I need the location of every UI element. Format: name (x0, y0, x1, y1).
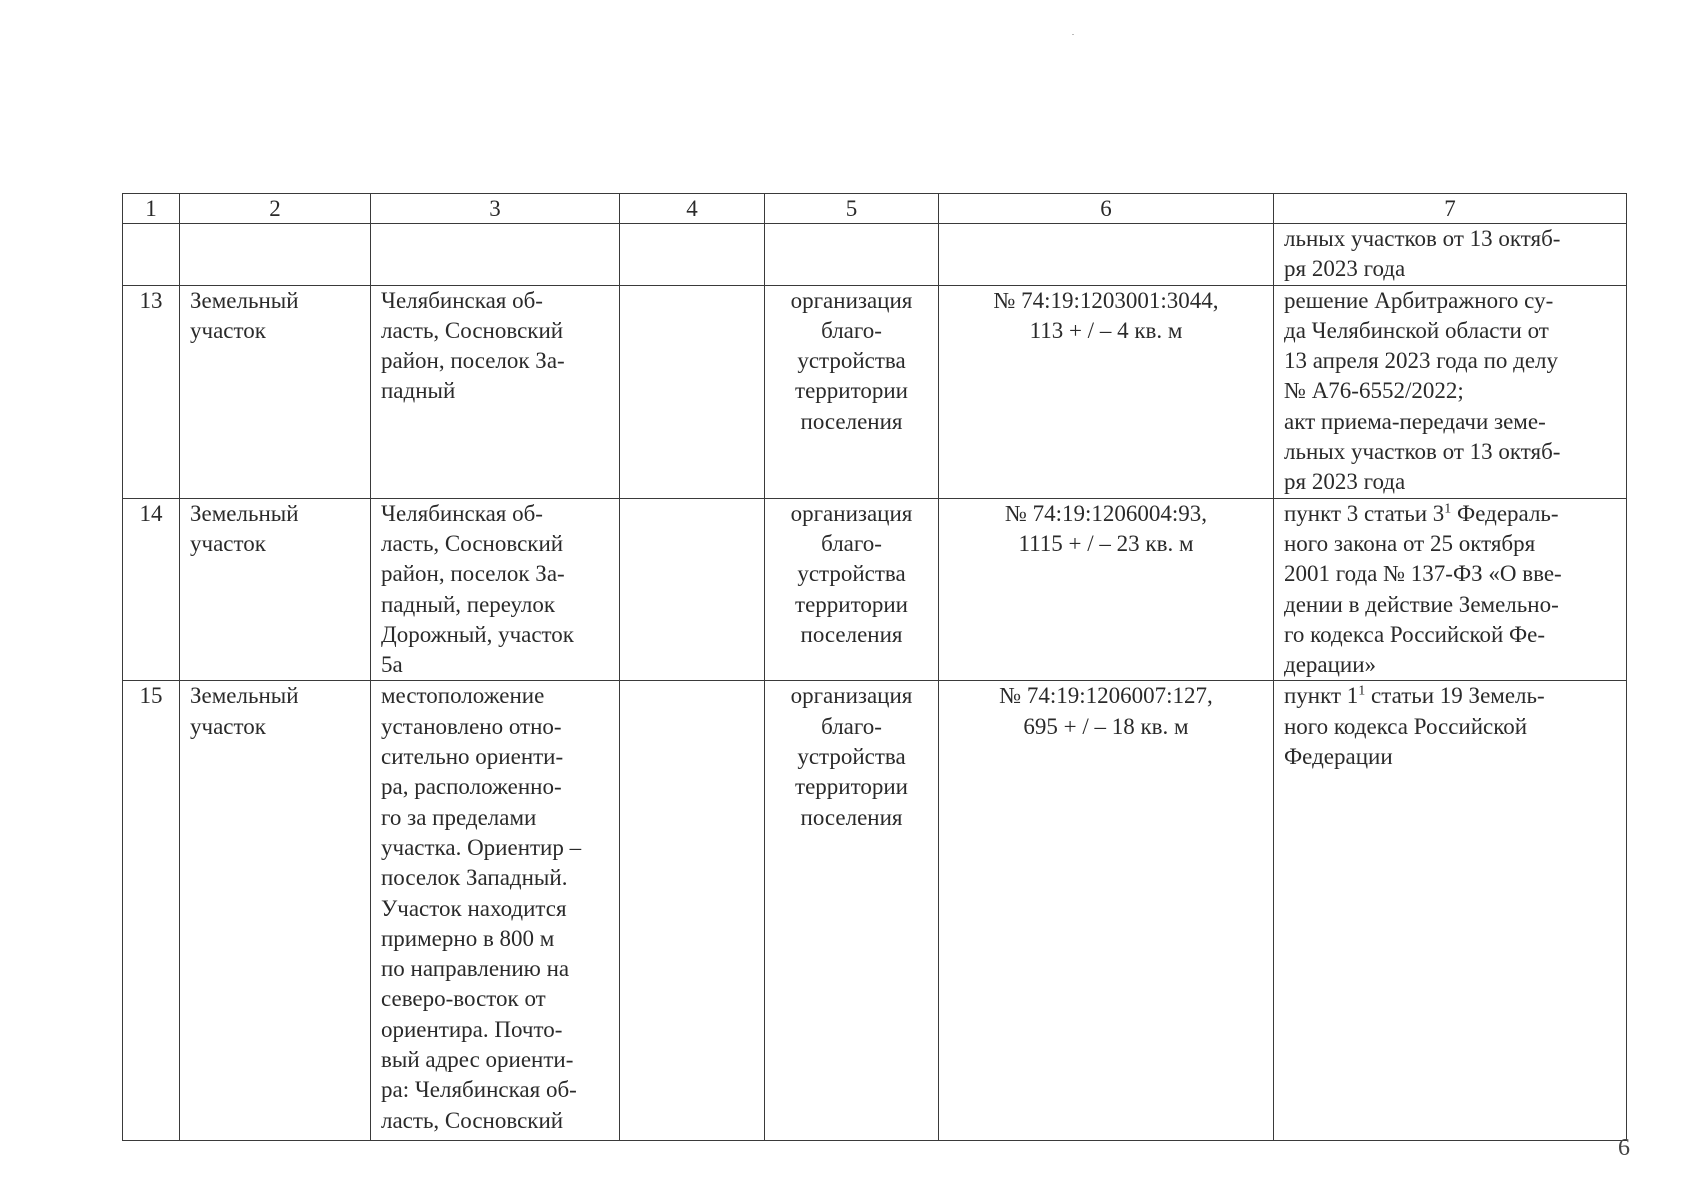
header-cell: 4 (620, 194, 765, 224)
row-number: 15 (123, 681, 180, 1141)
object-type: Земельный участок (180, 681, 371, 1141)
legal-basis (1274, 681, 1627, 1141)
header-cell: 2 (180, 194, 371, 224)
scan-speck (1072, 34, 1074, 35)
cadastral-number: № 74:19:1206007:127, 695 + / – 18 кв. м (939, 681, 1274, 1141)
header-cell: 5 (765, 194, 939, 224)
row-number: 13 (123, 285, 180, 498)
column-4-cell (620, 498, 765, 681)
legal-basis: льных участков от 13 октяб- ря 2023 года (1274, 224, 1627, 286)
superscript-mark: 1 (1358, 683, 1366, 699)
table-row (123, 681, 1627, 1141)
column-4-cell (620, 681, 765, 1141)
row-number (123, 224, 180, 286)
object-purpose: организация благо- устройства территории поселения (765, 498, 939, 681)
column-4-cell (620, 224, 765, 286)
object-type (180, 224, 371, 286)
object-address: местоположение установлено отно- сительно ориенти- ра, расположенно- го за пределами участка. Ориентир – поселок Западный. Участок находится примерно в 800 м по направлению на северо-восток от ориентира. Почто- вый адрес ориенти- ра: Челябинская об- ласть, Сосновский (371, 681, 620, 1141)
superscript-mark: 1 (1444, 501, 1452, 517)
header-cell: 3 (371, 194, 620, 224)
object-purpose: организация благо- устройства территории поселения (765, 681, 939, 1141)
object-address: Челябинская об- ласть, Сосновский район, поселок За- падный (371, 285, 620, 498)
table-row (123, 498, 1627, 681)
cadastral-number (939, 224, 1274, 286)
object-purpose: организация благо- устройства территории поселения (765, 285, 939, 498)
object-purpose (765, 224, 939, 286)
object-type: Земельный участок (180, 498, 371, 681)
land-plots-table (122, 193, 1627, 1141)
object-type: Земельный участок (180, 285, 371, 498)
cadastral-number: № 74:19:1203001:3044, 113 + / – 4 кв. м (939, 285, 1274, 498)
legal-basis-text: статьи 19 Земель- ного кодекса Российской Федерации (1284, 683, 1545, 770)
legal-basis (1274, 498, 1627, 681)
legal-basis-text: пункт 3 статьи 3 (1284, 500, 1445, 526)
legal-basis: решение Арбитражного су- да Челябинской области от 13 апреля 2023 года по делу № А76-6552/2022; акт приема-передачи земе- льных участков от 13 октяб- ря 2023 года (1274, 285, 1627, 498)
legal-basis-text: Федераль- ного закона от 25 октября 2001 года № 137-ФЗ «О вве- дении в действие Земельно- го кодекса Российской Фе- дерации» (1284, 500, 1562, 678)
cadastral-number: № 74:19:1206004:93, 1115 + / – 23 кв. м (939, 498, 1274, 681)
row-number: 14 (123, 498, 180, 681)
table-header-row (123, 194, 1627, 224)
column-4-cell (620, 285, 765, 498)
header-cell: 6 (939, 194, 1274, 224)
object-address: Челябинская об- ласть, Сосновский район, поселок За- падный, переулок Дорожный, участок 5а (371, 498, 620, 681)
header-cell: 1 (123, 194, 180, 224)
table-row (123, 224, 1627, 286)
object-address (371, 224, 620, 286)
page-number: 6 (1618, 1135, 1630, 1161)
table-row (123, 285, 1627, 498)
header-cell: 7 (1274, 194, 1627, 224)
legal-basis-text: пункт 1 (1284, 683, 1359, 709)
